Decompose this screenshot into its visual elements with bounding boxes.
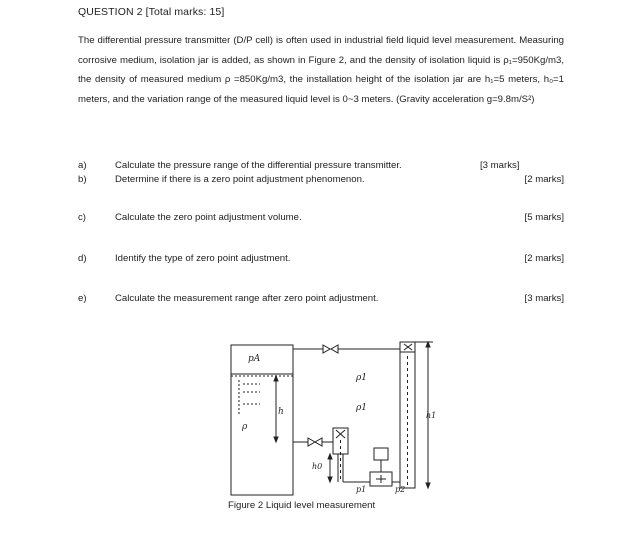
label-p1: p1 — [356, 485, 367, 494]
part-marks: [5 marks] — [524, 212, 564, 223]
part-marks: [3 marks] — [480, 160, 520, 171]
part-letter: a) — [78, 160, 87, 171]
label-h: h — [278, 407, 284, 417]
part-marks: [2 marks] — [524, 174, 564, 185]
dp-cell — [374, 448, 388, 460]
label-h0: h0 — [312, 462, 323, 471]
part-text: Calculate the pressure range of the differential pressure transmitter. — [115, 160, 402, 171]
part-text: Calculate the zero point adjustment volume. — [115, 212, 302, 223]
question-part-d — [78, 253, 564, 267]
part-letter: d) — [78, 253, 87, 264]
part-letter: c) — [78, 212, 86, 223]
part-text: Determine if there is a zero point adjustment phenomenon. — [115, 174, 365, 185]
part-marks: [2 marks] — [524, 253, 564, 264]
label-rho1-mid: ρ1 — [356, 403, 368, 413]
label-p2: p2 — [395, 485, 406, 494]
label-pA: pA — [248, 354, 261, 364]
question-part-c — [78, 212, 564, 226]
label-h1: h1 — [426, 411, 437, 420]
question-intro: The differential pressure transmitter (D/P cell) is often used in industrial field liquid level measurement. Measuring corrosive medium, isolation jar is added, as shown in Figure 2, and the density of isolation liquid is ρ₁=950Kg/m3, the density of measured medium ρ =850Kg/m3, the installation height of the isolation jar are h₁=5 meters, h₀=1 meters, and the variation range of the measured liquid level is 0~3 meters. (Gravity acceleration g=9.8m/S²) — [78, 35, 564, 105]
top-valve — [323, 345, 330, 353]
question-title: QUESTION 2 [Total marks: 15] — [78, 6, 225, 18]
part-text: Identify the type of zero point adjustment. — [115, 253, 291, 264]
question-part-a — [78, 160, 564, 174]
label-rho: ρ — [242, 422, 248, 432]
main-tank — [231, 345, 293, 495]
question-part-e — [78, 293, 564, 307]
question-part-b — [78, 174, 564, 188]
label-rho1-top: ρ1 — [356, 373, 368, 383]
part-marks: [3 marks] — [524, 293, 564, 304]
part-text: Calculate the measurement range after zero point adjustment. — [115, 293, 379, 304]
bottom-valve — [308, 438, 315, 446]
figure-caption: Figure 2 Liquid level measurement — [228, 500, 376, 511]
part-letter: b) — [78, 174, 87, 185]
part-letter: e) — [78, 293, 87, 304]
liquid-level-diagram — [218, 330, 438, 500]
